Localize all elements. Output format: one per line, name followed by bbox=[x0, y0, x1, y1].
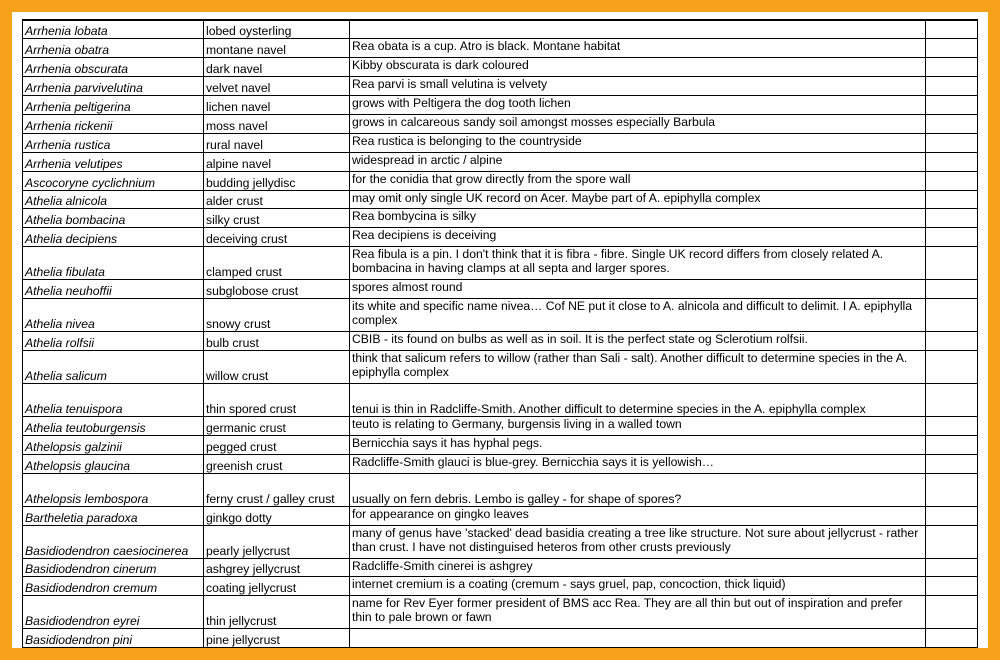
cell-empty[interactable] bbox=[926, 416, 978, 435]
cell-latin-name[interactable]: Athelia alnicola bbox=[23, 190, 204, 209]
table-row bbox=[23, 629, 978, 648]
cell-notes[interactable]: CBIB - its found on bulbs as well as in soil. It is the perfect state og Sclerotium rolfsii. bbox=[350, 332, 926, 351]
cell-empty[interactable] bbox=[926, 299, 978, 332]
table-row bbox=[23, 506, 978, 525]
cell-notes[interactable]: grows with Peltigera the dog tooth lichen bbox=[350, 96, 926, 115]
cell-notes[interactable]: for the conidia that grow directly from the spore wall bbox=[350, 171, 926, 190]
cell-empty[interactable] bbox=[926, 454, 978, 473]
cell-latin-name[interactable]: Athelia salicum bbox=[23, 350, 204, 383]
cell-notes[interactable]: usually on fern debris. Lembo is galley - for shape of spores? bbox=[350, 473, 926, 506]
cell-empty[interactable] bbox=[926, 506, 978, 525]
cell-latin-name[interactable]: Athelia nivea bbox=[23, 299, 204, 332]
cell-empty[interactable] bbox=[926, 171, 978, 190]
cell-latin-name[interactable]: Athelia rolfsii bbox=[23, 332, 204, 351]
cell-common-name[interactable]: willow crust bbox=[204, 350, 350, 383]
cell-notes[interactable]: Rea obata is a cup. Atro is black. Montane habitat bbox=[350, 39, 926, 58]
cell-notes[interactable]: Rea bombycina is silky bbox=[350, 209, 926, 228]
table-row bbox=[23, 299, 978, 332]
cell-latin-name[interactable]: Athelia tenuispora bbox=[23, 383, 204, 416]
cell-common-name[interactable]: lobed oysterling bbox=[204, 20, 350, 39]
table-row bbox=[23, 577, 978, 596]
cell-empty[interactable] bbox=[926, 58, 978, 77]
cell-common-name[interactable]: pearly jellycrust bbox=[204, 525, 350, 558]
cell-common-name[interactable]: ferny crust / galley crust bbox=[204, 473, 350, 506]
cell-latin-name[interactable]: Athelia neuhoffii bbox=[23, 280, 204, 299]
table-row bbox=[23, 473, 978, 506]
table-row bbox=[23, 171, 978, 190]
cell-common-name[interactable]: snowy crust bbox=[204, 299, 350, 332]
cell-empty[interactable] bbox=[926, 473, 978, 506]
cell-common-name[interactable]: bulb crust bbox=[204, 332, 350, 351]
cell-empty[interactable] bbox=[926, 350, 978, 383]
cell-empty[interactable] bbox=[926, 114, 978, 133]
cell-empty[interactable] bbox=[926, 152, 978, 171]
cell-common-name[interactable]: moss navel bbox=[204, 114, 350, 133]
table-row bbox=[23, 96, 978, 115]
cell-latin-name[interactable]: Ascocoryne cyclichnium bbox=[23, 171, 204, 190]
cell-latin-name[interactable]: Athelopsis lembospora bbox=[23, 473, 204, 506]
table-row bbox=[23, 228, 978, 247]
cell-common-name[interactable]: rural navel bbox=[204, 133, 350, 152]
cell-empty[interactable] bbox=[926, 280, 978, 299]
cell-latin-name[interactable]: Arrhenia rustica bbox=[23, 133, 204, 152]
table-row bbox=[23, 20, 978, 39]
cell-common-name[interactable]: thin spored crust bbox=[204, 383, 350, 416]
cell-latin-name[interactable]: Arrhenia parvivelutina bbox=[23, 77, 204, 96]
cell-common-name[interactable]: greenish crust bbox=[204, 454, 350, 473]
cell-latin-name[interactable]: Arrhenia peltigerina bbox=[23, 96, 204, 115]
cell-notes[interactable]: think that salicum refers to willow (rather than Sali - salt). Another difficult to determine species in the A. epiphylla complex bbox=[350, 350, 926, 383]
cell-common-name[interactable]: budding jellydisc bbox=[204, 171, 350, 190]
cell-empty[interactable] bbox=[926, 77, 978, 96]
cell-common-name[interactable]: pegged crust bbox=[204, 435, 350, 454]
table-row bbox=[23, 77, 978, 96]
cell-latin-name[interactable]: Athelia bombacina bbox=[23, 209, 204, 228]
cell-latin-name[interactable]: Basidiodendron cinerum bbox=[23, 558, 204, 577]
table-row bbox=[23, 152, 978, 171]
cell-empty[interactable] bbox=[926, 20, 978, 39]
cell-common-name[interactable]: ashgrey jellycrust bbox=[204, 558, 350, 577]
cell-notes[interactable]: internet cremium is a coating (cremum - says gruel, pap, concoction, thick liquid) bbox=[350, 577, 926, 596]
cell-empty[interactable] bbox=[926, 558, 978, 577]
cell-notes[interactable]: for appearance on gingko leaves bbox=[350, 506, 926, 525]
table-row bbox=[23, 209, 978, 228]
cell-notes[interactable]: name for Rev Eyer former president of BMS acc Rea. They are all thin but out of inspiration and prefer thin to pale brown or fawn bbox=[350, 596, 926, 629]
cell-empty[interactable] bbox=[926, 435, 978, 454]
cell-empty[interactable] bbox=[926, 96, 978, 115]
cell-notes[interactable]: Rea decipiens is deceiving bbox=[350, 228, 926, 247]
table-row bbox=[23, 133, 978, 152]
cell-common-name[interactable]: silky crust bbox=[204, 209, 350, 228]
cell-empty[interactable] bbox=[926, 228, 978, 247]
table-row bbox=[23, 280, 978, 299]
cell-common-name[interactable]: subglobose crust bbox=[204, 280, 350, 299]
cell-latin-name[interactable]: Arrhenia obscurata bbox=[23, 58, 204, 77]
table-row bbox=[23, 525, 978, 558]
cell-notes[interactable]: Radcliffe-Smith glauci is blue-grey. Bernicchia says it is yellowish… bbox=[350, 454, 926, 473]
spreadsheet-page bbox=[12, 12, 988, 648]
cell-notes[interactable]: Bernicchia says it has hyphal pegs. bbox=[350, 435, 926, 454]
cell-latin-name[interactable]: Basidiodendron caesiocinerea bbox=[23, 525, 204, 558]
table-row bbox=[23, 558, 978, 577]
species-names-table bbox=[22, 19, 978, 648]
cell-notes[interactable]: Rea parvi is small velutina is velvety bbox=[350, 77, 926, 96]
cell-empty[interactable] bbox=[926, 209, 978, 228]
cell-notes[interactable]: Kibby obscurata is dark coloured bbox=[350, 58, 926, 77]
table-row bbox=[23, 350, 978, 383]
cell-common-name[interactable]: ginkgo dotty bbox=[204, 506, 350, 525]
cell-common-name[interactable]: deceiving crust bbox=[204, 228, 350, 247]
cell-notes[interactable] bbox=[350, 20, 926, 39]
table-row bbox=[23, 58, 978, 77]
cell-empty[interactable] bbox=[926, 525, 978, 558]
table-row bbox=[23, 416, 978, 435]
cell-empty[interactable] bbox=[926, 629, 978, 648]
cell-notes[interactable]: Rea rustica is belonging to the countryside bbox=[350, 133, 926, 152]
cell-notes[interactable]: teuto is relating to Germany, burgensis living in a walled town bbox=[350, 416, 926, 435]
cell-empty[interactable] bbox=[926, 332, 978, 351]
cell-common-name[interactable]: thin jellycrust bbox=[204, 596, 350, 629]
cell-latin-name[interactable]: Basidiodendron eyrei bbox=[23, 596, 204, 629]
cell-common-name[interactable]: montane navel bbox=[204, 39, 350, 58]
cell-latin-name[interactable]: Athelia teutoburgensis bbox=[23, 416, 204, 435]
table-row bbox=[23, 114, 978, 133]
table-row bbox=[23, 435, 978, 454]
cell-notes[interactable]: tenui is thin in Radcliffe-Smith. Another difficult to determine species in the A. epiphylla complex bbox=[350, 383, 926, 416]
cell-common-name[interactable]: clamped crust bbox=[204, 247, 350, 280]
cell-notes[interactable]: spores almost round bbox=[350, 280, 926, 299]
cell-latin-name[interactable]: Basidiodendron cremum bbox=[23, 577, 204, 596]
cell-notes[interactable]: many of genus have 'stacked' dead basidia creating a tree like structure. Not sure about jellycrust - rather than crust. I have not distinguised heteros from other crusts previously bbox=[350, 525, 926, 558]
table-row bbox=[23, 247, 978, 280]
table-row bbox=[23, 596, 978, 629]
cell-common-name[interactable]: alder crust bbox=[204, 190, 350, 209]
cell-common-name[interactable]: coating jellycrust bbox=[204, 577, 350, 596]
cell-common-name[interactable]: lichen navel bbox=[204, 96, 350, 115]
cell-notes[interactable] bbox=[350, 629, 926, 648]
cell-notes[interactable]: widespread in arctic / alpine bbox=[350, 152, 926, 171]
cell-empty[interactable] bbox=[926, 247, 978, 280]
cell-latin-name[interactable]: Basidiodendron pini bbox=[23, 629, 204, 648]
cell-empty[interactable] bbox=[926, 39, 978, 58]
table-row bbox=[23, 383, 978, 416]
cell-latin-name[interactable]: Bartheletia paradoxa bbox=[23, 506, 204, 525]
cell-notes[interactable]: Radcliffe-Smith cinerei is ashgrey bbox=[350, 558, 926, 577]
cell-latin-name[interactable]: Athelopsis glaucina bbox=[23, 454, 204, 473]
table-row bbox=[23, 39, 978, 58]
table-row bbox=[23, 454, 978, 473]
cell-latin-name[interactable]: Athelopsis galzinii bbox=[23, 435, 204, 454]
cell-empty[interactable] bbox=[926, 577, 978, 596]
cell-latin-name[interactable]: Arrhenia lobata bbox=[23, 20, 204, 39]
cell-latin-name[interactable]: Athelia decipiens bbox=[23, 228, 204, 247]
cell-empty[interactable] bbox=[926, 383, 978, 416]
table-row bbox=[23, 332, 978, 351]
table-row bbox=[23, 190, 978, 209]
cell-notes[interactable]: its white and specific name nivea… Cof NE put it close to A. alnicola and difficult to delimit. I A. epiphylla complex bbox=[350, 299, 926, 332]
cell-common-name[interactable]: pine jellycrust bbox=[204, 629, 350, 648]
cell-common-name[interactable]: alpine navel bbox=[204, 152, 350, 171]
cell-latin-name[interactable]: Arrhenia rickenii bbox=[23, 114, 204, 133]
cell-notes[interactable]: may omit only single UK record on Acer. Maybe part of A. epiphylla complex bbox=[350, 190, 926, 209]
cell-latin-name[interactable]: Arrhenia velutipes bbox=[23, 152, 204, 171]
cell-latin-name[interactable]: Athelia fibulata bbox=[23, 247, 204, 280]
cell-common-name[interactable]: germanic crust bbox=[204, 416, 350, 435]
cell-common-name[interactable]: velvet navel bbox=[204, 77, 350, 96]
cell-notes[interactable]: Rea fibula is a pin. I don't think that it is fibra - fibre. Single UK record differs from closely related A. bombacina in having clamps at all septa and larger spores. bbox=[350, 247, 926, 280]
cell-latin-name[interactable]: Arrhenia obatra bbox=[23, 39, 204, 58]
cell-empty[interactable] bbox=[926, 133, 978, 152]
cell-notes[interactable]: grows in calcareous sandy soil amongst mosses especially Barbula bbox=[350, 114, 926, 133]
cell-common-name[interactable]: dark navel bbox=[204, 58, 350, 77]
cell-empty[interactable] bbox=[926, 596, 978, 629]
cell-empty[interactable] bbox=[926, 190, 978, 209]
